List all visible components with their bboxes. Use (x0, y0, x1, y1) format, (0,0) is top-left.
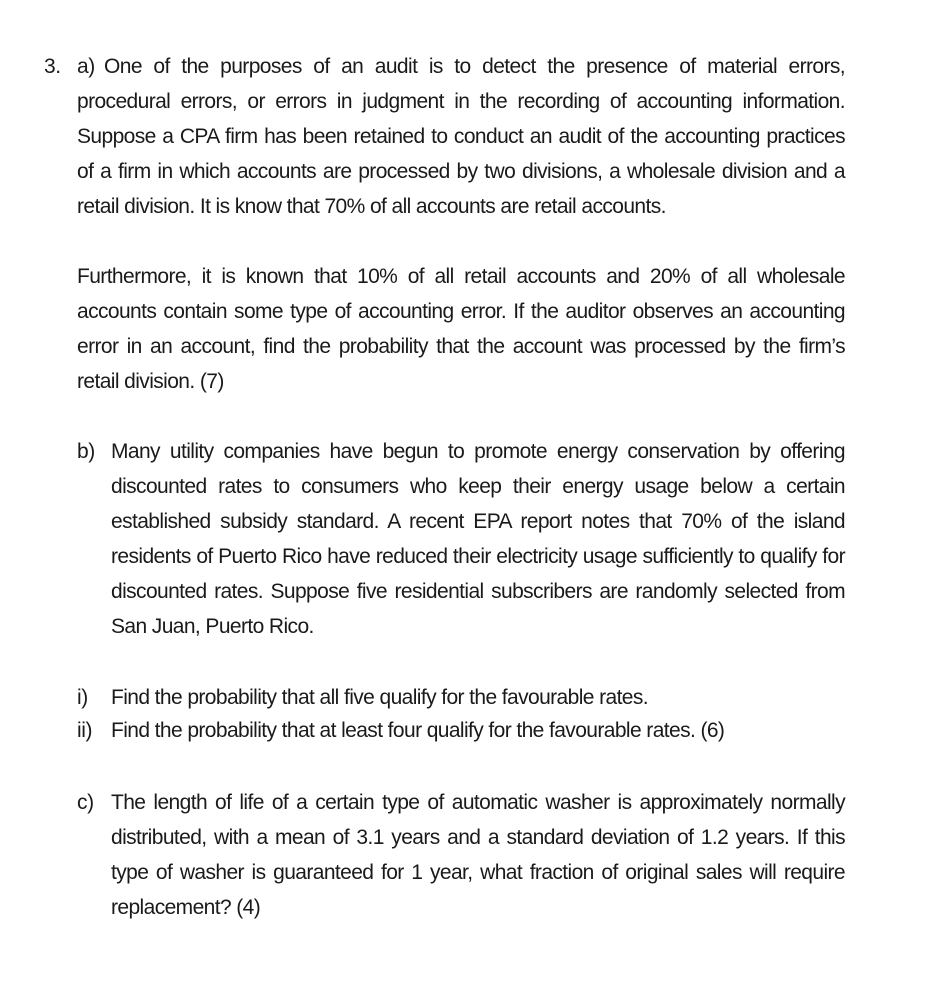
part-a-paragraph-2: Furthermore, it is known that 10% of all retail accounts and 20% of all wholesale accounts contain some type of accounting error. If the auditor observes an accounting error in an account, find the probability that the account was processed by the firm’s retail division. (7) (77, 265, 845, 393)
part-a-paragraph-1: One of the purposes of an audit is to detect the presence of material errors, procedural errors, or errors in judgment in the recording of accounting information. Suppose a CPA firm has been retained to conduct an audit of the accounting practices of a firm in which accounts are processed by two divisions, a wholesale division and a retail division. It is know that 70% of all accounts are retail accounts. (77, 55, 845, 218)
sub-item-i-label: i) (77, 686, 88, 709)
sub-item-ii-label: ii) (77, 719, 93, 742)
part-b-label: b) (77, 440, 95, 463)
question-number: 3. (44, 55, 61, 78)
part-a-label: a) (77, 55, 95, 78)
part-b-paragraph: Many utility companies have begun to promote energy conservation by offering discounted rates to consumers who keep their energy usage below a certain established subsidy standard. A recent EPA report notes that 70% of the island residents of Puerto Rico have reduced their electricity usage sufficiently to qualify for discounted rates. Suppose five residential subscribers are randomly selected from San Juan, Puerto Rico. (111, 440, 845, 638)
sub-item-i-text: Find the probability that all five qualify for the favourable rates. (111, 686, 649, 709)
part-c-paragraph: The length of life of a certain type of automatic washer is approximately normally distributed, with a mean of 3.1 years and a standard deviation of 1.2 years. If this type of washer is guaranteed for 1 year, what fraction of original sales will require replacement? (4) (111, 791, 845, 919)
part-c-label: c) (77, 791, 94, 814)
sub-item-ii-text: Find the probability that at least four qualify for the favourable rates. (6) (111, 719, 725, 742)
